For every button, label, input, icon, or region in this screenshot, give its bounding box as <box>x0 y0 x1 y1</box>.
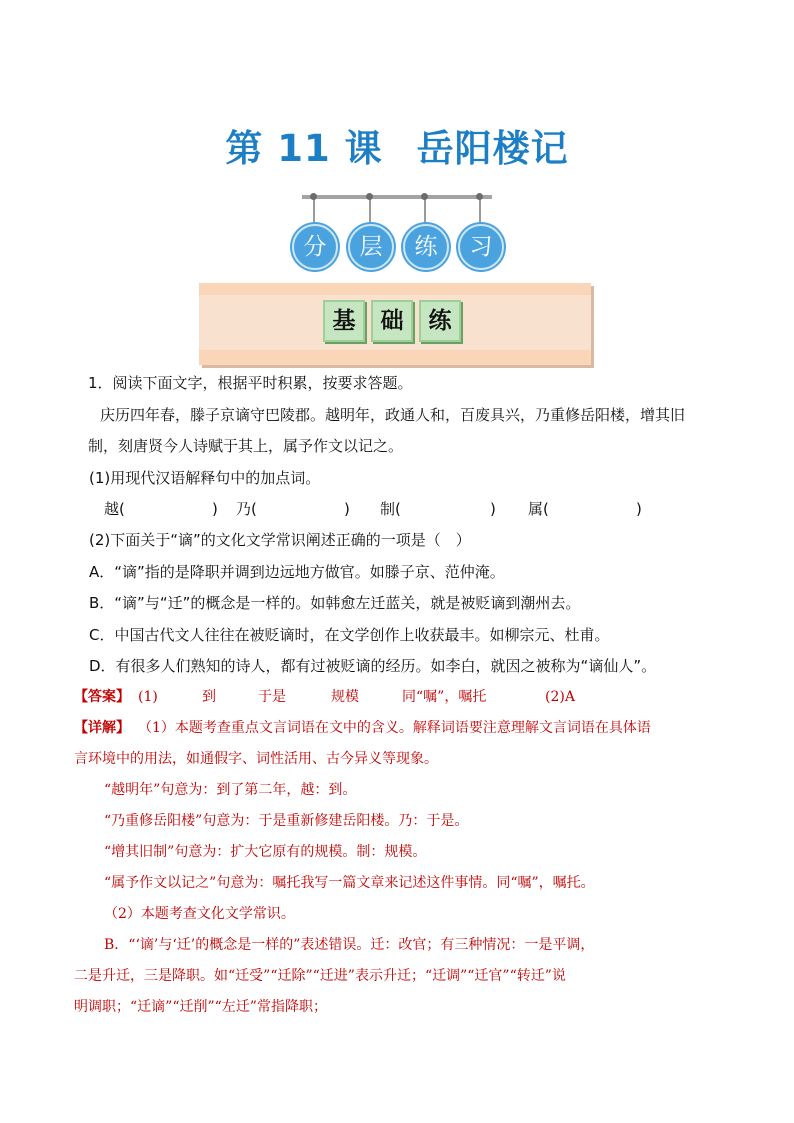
page-title <box>0 118 794 172</box>
lesson-name: 岳阳楼记 <box>416 127 569 170</box>
explain-line: “乃重修岳阳楼”句意为：于是重新修建岳阳楼。乃：于是。 <box>104 813 469 829</box>
blank-close: ) <box>636 500 642 518</box>
explain-line: “属予作文以记之”句意为：嘱托我写一篇文章来记述这件事情。同“嘱”，嘱托。 <box>104 875 595 891</box>
sub-question-1: (1)用现代汉语解释句中的加点词。 <box>89 469 321 487</box>
explain-line: “增其旧制”句意为：扩大它原有的规模。制：规模。 <box>104 844 427 860</box>
answer-value: 于是 <box>258 689 286 705</box>
passage-line: 庆历四年春，滕子京谪守巴陵郡。越明年，政通人和，百废具兴，乃重修岳阳楼，增其旧 <box>100 406 686 424</box>
hanger-dot <box>421 193 428 200</box>
explain-line: （1）本题考查重点文言词语在文中的含义。解释词语要注意理解文言词语在具体语 <box>138 720 651 736</box>
explain-line: “越明年”句意为：到了第二年，越：到。 <box>104 782 357 798</box>
banner-tag: 础 <box>371 300 413 342</box>
hanger-peg <box>369 196 371 224</box>
option-c: C．中国古代文人往往在被贬谪时，在文学创作上收获最丰。如柳宗元、杜甫。 <box>89 626 610 644</box>
header-circle: 层 <box>348 224 394 270</box>
hanger-peg <box>313 196 315 224</box>
blank-close: ) <box>212 500 218 518</box>
question-prompt: 1．阅读下面文字，根据平时积累，按要求答题。 <box>88 374 413 392</box>
answer-value: 规模 <box>331 689 359 705</box>
hanger-dot <box>310 193 317 200</box>
hanger-peg <box>424 196 426 224</box>
blank-word: 越( <box>104 500 125 518</box>
blank-word: 制( <box>380 500 401 518</box>
passage-line: 制，刻唐贤今人诗赋于其上，属予作文以记之。 <box>88 437 404 455</box>
hanger-peg <box>479 196 481 224</box>
answer-part1: (1) <box>138 689 158 705</box>
answer-part2: (2)A <box>545 689 575 705</box>
answer-label: 【答案】 <box>74 689 130 705</box>
hanger-dot <box>476 193 483 200</box>
option-d: D．有很多人们熟知的诗人，都有过被贬谪的经历。如李白，就因之被称为“谪仙人”。 <box>89 657 657 675</box>
blank-word: 属( <box>528 500 549 518</box>
blank-word: 乃( <box>236 500 257 518</box>
explain-line: B．“‘谪’与‘迁’的概念是一样的”表述错误。迁：改官；有三种情况：一是平调， <box>104 937 595 953</box>
answer-value: 到 <box>202 689 216 705</box>
header-circle: 练 <box>403 224 449 270</box>
explain-line: 明调职；“迁谪”“迁削”“左迁”常指降职； <box>74 999 327 1015</box>
explain-line: 言环境中的用法，如通假字、词性活用、古今异义等现象。 <box>74 751 438 767</box>
explain-line: （2）本题考查文化文学常识。 <box>104 906 295 922</box>
banner-tag: 练 <box>419 300 461 342</box>
hanger-dot <box>366 193 373 200</box>
answer-value: 同“嘱”，嘱托 <box>402 689 487 705</box>
hanger-bar <box>302 195 492 199</box>
lesson-number: 第 11 课 <box>225 127 383 170</box>
blank-close: ) <box>490 500 496 518</box>
option-a: A．“谪”指的是降职并调到边远地方做官。如滕子京、范仲淹。 <box>89 563 505 581</box>
explain-line: 二是升迁，三是降职。如“迁受”“迁除”“迁进”表示升迁；“迁调”“迁官”“转迁”说 <box>74 968 566 984</box>
explain-label: 【详解】 <box>74 720 130 736</box>
header-circle: 习 <box>458 224 504 270</box>
banner-tag: 基 <box>323 300 365 342</box>
blank-close: ) <box>344 500 350 518</box>
header-circle: 分 <box>292 224 338 270</box>
sub-question-2: (2)下面关于“谪”的文化文学常识阐述正确的一项是（ ） <box>89 531 471 549</box>
option-b: B．“谪”与“迁”的概念是一样的。如韩愈左迁蓝关，就是被贬谪到潮州去。 <box>89 594 581 612</box>
